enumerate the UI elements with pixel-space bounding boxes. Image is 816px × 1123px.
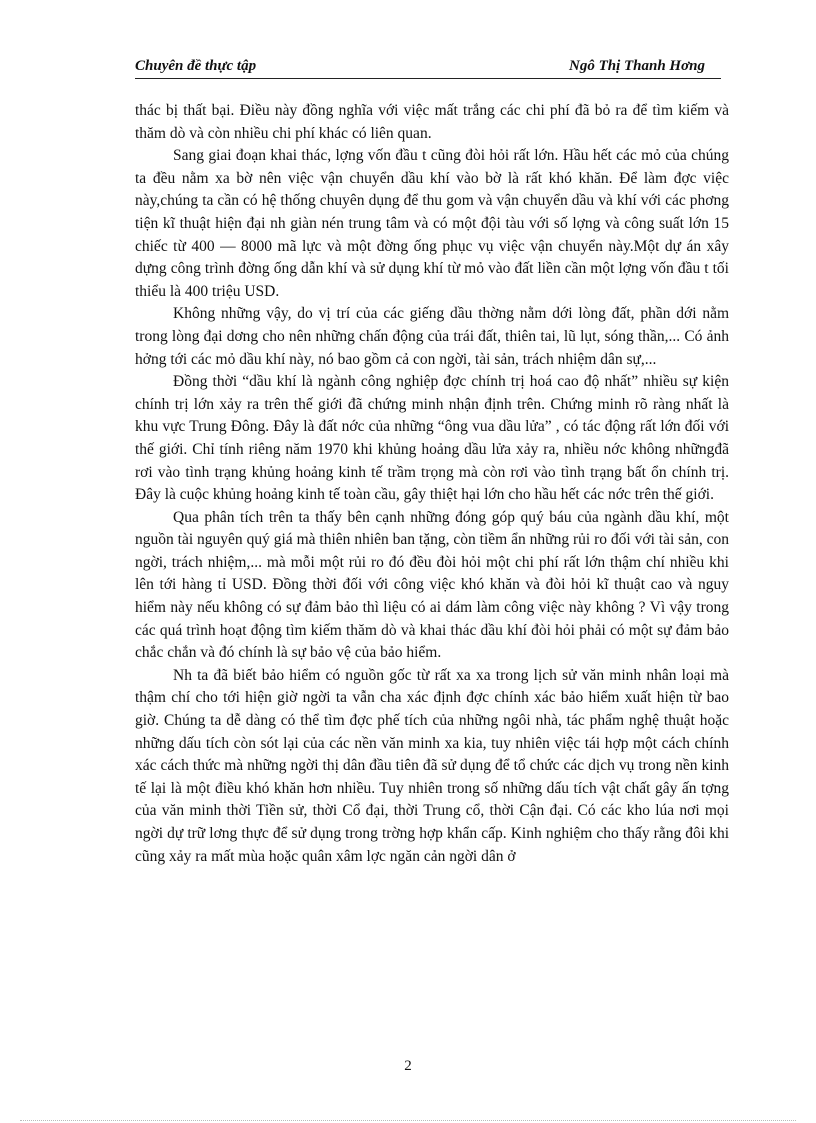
header-author: Ngô Thị Thanh Hơng bbox=[568, 58, 705, 74]
page-header bbox=[135, 58, 721, 79]
paragraph: Qua phân tích trên ta thấy bên cạnh những đóng góp quý báu của ngành dầu khí, một nguồn tài nguyên quý giá mà thiên nhiên ban tặng, còn tiềm ẩn những rủi ro đối với tài sản, con ngời, trách nhiệm,... mà mỗi một rủi ro đó đều đòi hỏi một chi phí rất lớn thậm chí nhiều khi lên tới hàng tỉ USD. Đồng thời đối với công việc khó khăn và đòi hỏi kĩ thuật cao và nguy hiểm này nếu không có sự đảm bảo thì liệu có ai dám làm công việc này không ? Vì vậy trong các quá trình hoạt động tìm kiếm thăm dò và khai thác dầu khí đòi hỏi phải có một sự đảm bảo chắc chắn và đó chính là sự bảo vệ của bảo hiểm. bbox=[135, 508, 729, 662]
paragraph: Đồng thời “dầu khí là ngành công nghiệp đợc chính trị hoá cao độ nhất” nhiều sự kiện chính trị lớn xảy ra trên thế giới đã chứng minh nhận định trên. Chứng minh rõ ràng nhất là khu vực Trung Đông. Đây là đất nớc của những “ông vua dầu lửa” , có tác động rất lớn đối với thế giới. Chỉ tính riêng năm 1970 khi khủng hoảng dầu lửa xảy ra, nhiều nớc không nhữngđã rơi vào tình trạng khủng hoảng kinh tế trầm trọng mà còn rơi vào tình trạng bất ổn chính trị. Đây là cuộc khủng hoảng kinh tế toàn cầu, gây thiệt hại lớn cho hầu hết các nớc trên thế giới. bbox=[135, 373, 729, 504]
paragraph: thác bị thất bại. Điều này đồng nghĩa với việc mất trắng các chi phí đã bỏ ra để tìm kiếm và thăm dò và còn nhiều chi phí khác có liên quan. bbox=[135, 102, 729, 142]
paragraph: Không những vậy, do vị trí của các giếng dầu thờng nằm dới lòng đất, phần dới nằm trong lòng đại dơng cho nên những chấn động của trái đất, thiên tai, lũ lụt, sóng thần,... Có ảnh hởng tới các mỏ dầu khí này, nó bao gồm cả con ngời, tài sản, trách nhiệm dân sự,... bbox=[135, 305, 729, 368]
paragraph: Nh ta đã biết bảo hiểm có nguồn gốc từ rất xa xa trong lịch sử văn minh nhân loại mà thậm chí cho tới hiện giờ ngời ta vẫn cha xác định đợc chính xác bảo hiểm xuất hiện từ bao giờ. Chúng ta dễ dàng có thể tìm đợc phế tích của những ngôi nhà, tác phẩm nghệ thuật hoặc những dấu tích còn sót lại của các nền văn minh xa kia, tuy nhiên việc tái hợp một cách chính xác cách thức mà những ngời thị dân đầu tiên đã sử dụng để tổ chức các dịch vụ trong nền kinh tế lại là một điều khó khăn hơn nhiều. Tuy nhiên trong số những dấu tích vật chất gây ấn tợng của văn minh thời Tiền sử, thời Cổ đại, thời Trung cổ, thời Cận đại. Có các kho lúa nơi mọi ngời dự trữ lơng thực để sử dụng trong trờng hợp khẩn cấp. Kinh nghiệm cho thấy rằng đôi khi cũng xảy ra mất mùa hoặc quân xâm lợc ngăn cản ngời dân ở bbox=[135, 666, 729, 865]
page-edge-divider bbox=[20, 1120, 796, 1121]
header-title: Chuyên đề thực tập bbox=[135, 58, 257, 74]
paragraph: Sang giai đoạn khai thác, lợng vốn đầu t cũng đòi hỏi rất lớn. Hầu hết các mỏ của chúng ta đều nằm xa bờ nên việc vận chuyển dầu khí vào bờ là rất khó khăn. Để làm đợc việc này,chúng ta cần có hệ thống chuyên dụng để thu gom và vận chuyển dầu và khí với các phơng tiện kĩ thuật hiện đại nh giàn nén trung tâm và có một đội tàu với số lợng và công suất lớn 15 chiếc từ 400 — 8000 mã lực và một đờng ống phục vụ việc vận chuyển này.Một dự án xây dựng công trình đờng ống dẫn khí và sử dụng khí từ mỏ vào đất liền cần một lợng vốn đầu t tối thiểu là 400 triệu USD. bbox=[135, 147, 729, 300]
page-number: 2 bbox=[404, 1058, 412, 1074]
body-text bbox=[135, 100, 729, 868]
